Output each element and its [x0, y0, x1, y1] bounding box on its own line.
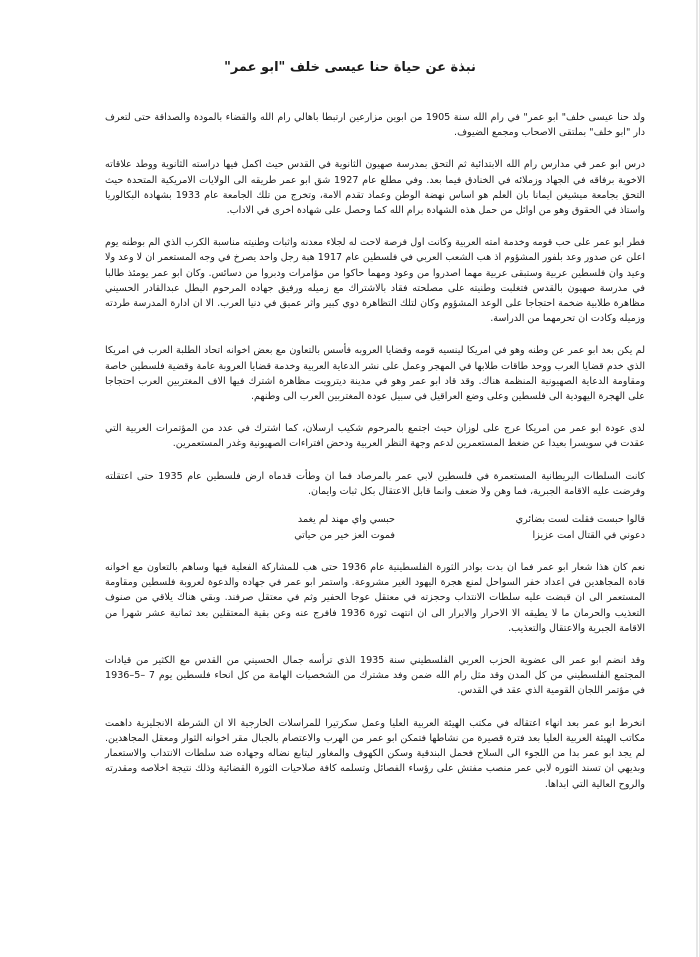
poem-line: دعوني في القتال امت عزيزا	[532, 530, 645, 542]
paragraph-lausanne: لدى عودة ابو عمر من امريكا عرج على لوزان حيث اجتمع بالمرحوم شكيب ارسلان، كما اشترك في عدد من المؤتمرات العربية التي عقدت في سويسرا بعيدا عن ضغط المستعمرين لدعم وجهة النظر العربية ودحض افتراءات الصهيونية وغدر المستعمرين.	[105, 423, 645, 450]
document-body	[105, 110, 645, 809]
poem-verses	[105, 512, 645, 544]
paragraph-higher-committee: انخرط ابو عمر بعد انهاء اعتقاله في مكتب الهيئة العربية العليا وعمل سكرتيرا للمراسلات الخارجية الا ان الشرطة الانجليزية داهمت مكاتب الهيئة العربية العليا بعد فترة قصيرة من نشاطها فتمكن ابو عمر من الهرب والاعتصام بالجبال مقر اخوانه الثوار ومعقل المجاهدين. لم يجد ابو عمر بدا من اللجوء الى السلاح فحمل البندقية وسكن الكهوف والمغاور ليتابع نضاله وجهاده ضد سلطات الانتداب والاستعمار وبديهي ان تسند الثوره لابي عمر منصب مفتش على رؤساء الفصائل وتسلمه كافة صلاحيات الثورة القضائية وذلك نتيجة اخلاصه ومقدرته والروح العالية التي ابداها.	[105, 717, 645, 790]
paragraph-balfour: فطر ابو عمر على حب قومه وخدمة امته العربية وكانت اول فرصة لاحت له لجلاء معدنه واثبات وطنيته مناسبة الكرب الذي الم بوطنه يوم اعلن عن صدور وعد بلفور المشؤوم اذ هب الشعب العربي في فلسطين عام 1917 هبة رجل واحد يصرخ في وجه المستعمر ان لا وعد ولا وعيد وان فلسطين عربية وستبقى عربية مهما اصدروا من وعود ومهما حاكوا من مؤامرات ودبروا من دسائس. وكان ابو عمر يومئذ طالبا في مدرسة صهيون بالقدس فتغلبت وطنيته على مصلحته فقاد بالاشتراك مع زميله ورفيق جهاده المرحوم البطل عبدالقادر الحسيني مظاهرة طلابية ضخمة احتجاجا على الوعد المشؤوم وكان لتلك التظاهرة دوي كبير واثر عميق في دنيا العرب. الا ان ادارة المدرسة طردته وزميله وكادت ان تحرمهما من الدراسة.	[105, 237, 645, 325]
poem-line: حبسي واي مهند لم يغمد	[297, 514, 395, 526]
poem-line: قالوا حبست فقلت لست بضائري	[515, 514, 645, 526]
paragraph-america: لم يكن بعد ابو عمر عن وطنه وهو في امريكا لينسيه قومه وقضايا العروبه فأسس بالتعاون مع بعض اخوانه اتحاد الطلبة العرب في امريكا الذي خدم قضايا العرب ووحد طاقات طلابها في المهجر وعمل على نشر الدعاية العربية وخدمة قضايا العروبة عامة وقضية فلسطين خاصة ومقاومة الدعاية الصهيونية المنظمة هناك. وقد قاد ابو عمر وهو في مدينة ديترويت مظاهرة اشترك فيها الاف المغتربين العرب احتجاجا على الهجرة اليهودية الى فلسطين وعلى وضع العراقيل في سبيل عودة المغتربين العرب الى وطنهم.	[105, 345, 645, 403]
poem-line: فموت العز خير من حياتي	[294, 530, 395, 542]
paragraph-party: وقد انضم ابو عمر الى عضوية الحزب العربي الفلسطيني سنة 1935 الذي ترأسه جمال الحسيني من القدس مع الكثير من قيادات المجتمع الفلسطيني من كل المدن وقد مثل رام الله ضمن وفد مشترك من الشخصيات الهامة من كل انحاء فلسطين يوم 7 –5–1936 في مؤتمر اللجان القومية الذي عقد في القدس.	[105, 655, 645, 697]
paragraph-revolt-1936: نعم كان هذا شعار ابو عمر فما ان بدت بوادر الثورة الفلسطينية عام 1936 حتى هب للمشاركة الفعلية فيها وساهم بالتعاون مع اخوانه قادة المجاهدين في اعداد خفر السواحل لمنع هجرة اليهود الغير مشروعة. واستمر ابو عمر في جهاده والدعوة لعروبة فلسطين ومقاومة المستعمر الى ان قبضت عليه سلطات الانتداب وحجزته في معتقل عوجا الحفير وثم في معتقل صرفند. وبقي هناك يلاقي من صنوف التعذيب والحرمان ما لا يطيقه الا الاحرار والابرار الى ان انتهت ثورة 1936 فافرج عنه وعن بقية المعتقلين بعد ثمانية عشر شهرا من الاقامة الجبرية والاعتقال والتعذيب.	[105, 562, 645, 634]
paragraph-arrest-1935: كانت السلطات البريطانية المستعمرة في فلسطين لابي عمر بالمرصاد فما ان وطأت قدماه ارض فلسطين عام 1935 حتى اعتقلته وفرضت عليه الاقامة الجبرية، فما وهن ولا ضعف وانما قابل الاعتقال بكل ثبات وايمان.	[105, 470, 646, 497]
paragraph-education: درس ابو عمر في مدارس رام الله الابتدائية ثم التحق بمدرسة صهيون الثانوية في القدس حيث اكمل فيها دراسته الثانوية ووطد علاقاته الاخوية برفاقه في الجهاد وزملائه في الخنادق فيما بعد. وفي مطلع عام 1927 شق ابو عمر طريقه الى الولايات الامريكية المتحدة حيث التحق بجامعة ميشيغن ايمانا بان العلم هو اساس نهضة الوطن وعماد تقدم الامة، وتخرج من تلك الجامعة عام 1933 بشهادة البكالوريا واستاذ في الحقوق وهو من اوائل من حمل هذه الشهادة برام الله كما وحصل على شهادة اخرى في الاداب.	[105, 159, 645, 217]
paragraph-birth: ولد حنا عيسى خلف" ابو عمر" في رام الله سنة 1905 من ابوين مزارعين ارتبطا باهالي رام الله والقضاء بالمودة والصداقة حتى لتعرف دار "ابو خلف" بملتقى الاصحاب ومجمع الضيوف.	[105, 112, 645, 139]
page-title: نبذة عن حياة حنا عيسى خلف "ابو عمر"	[224, 60, 476, 75]
